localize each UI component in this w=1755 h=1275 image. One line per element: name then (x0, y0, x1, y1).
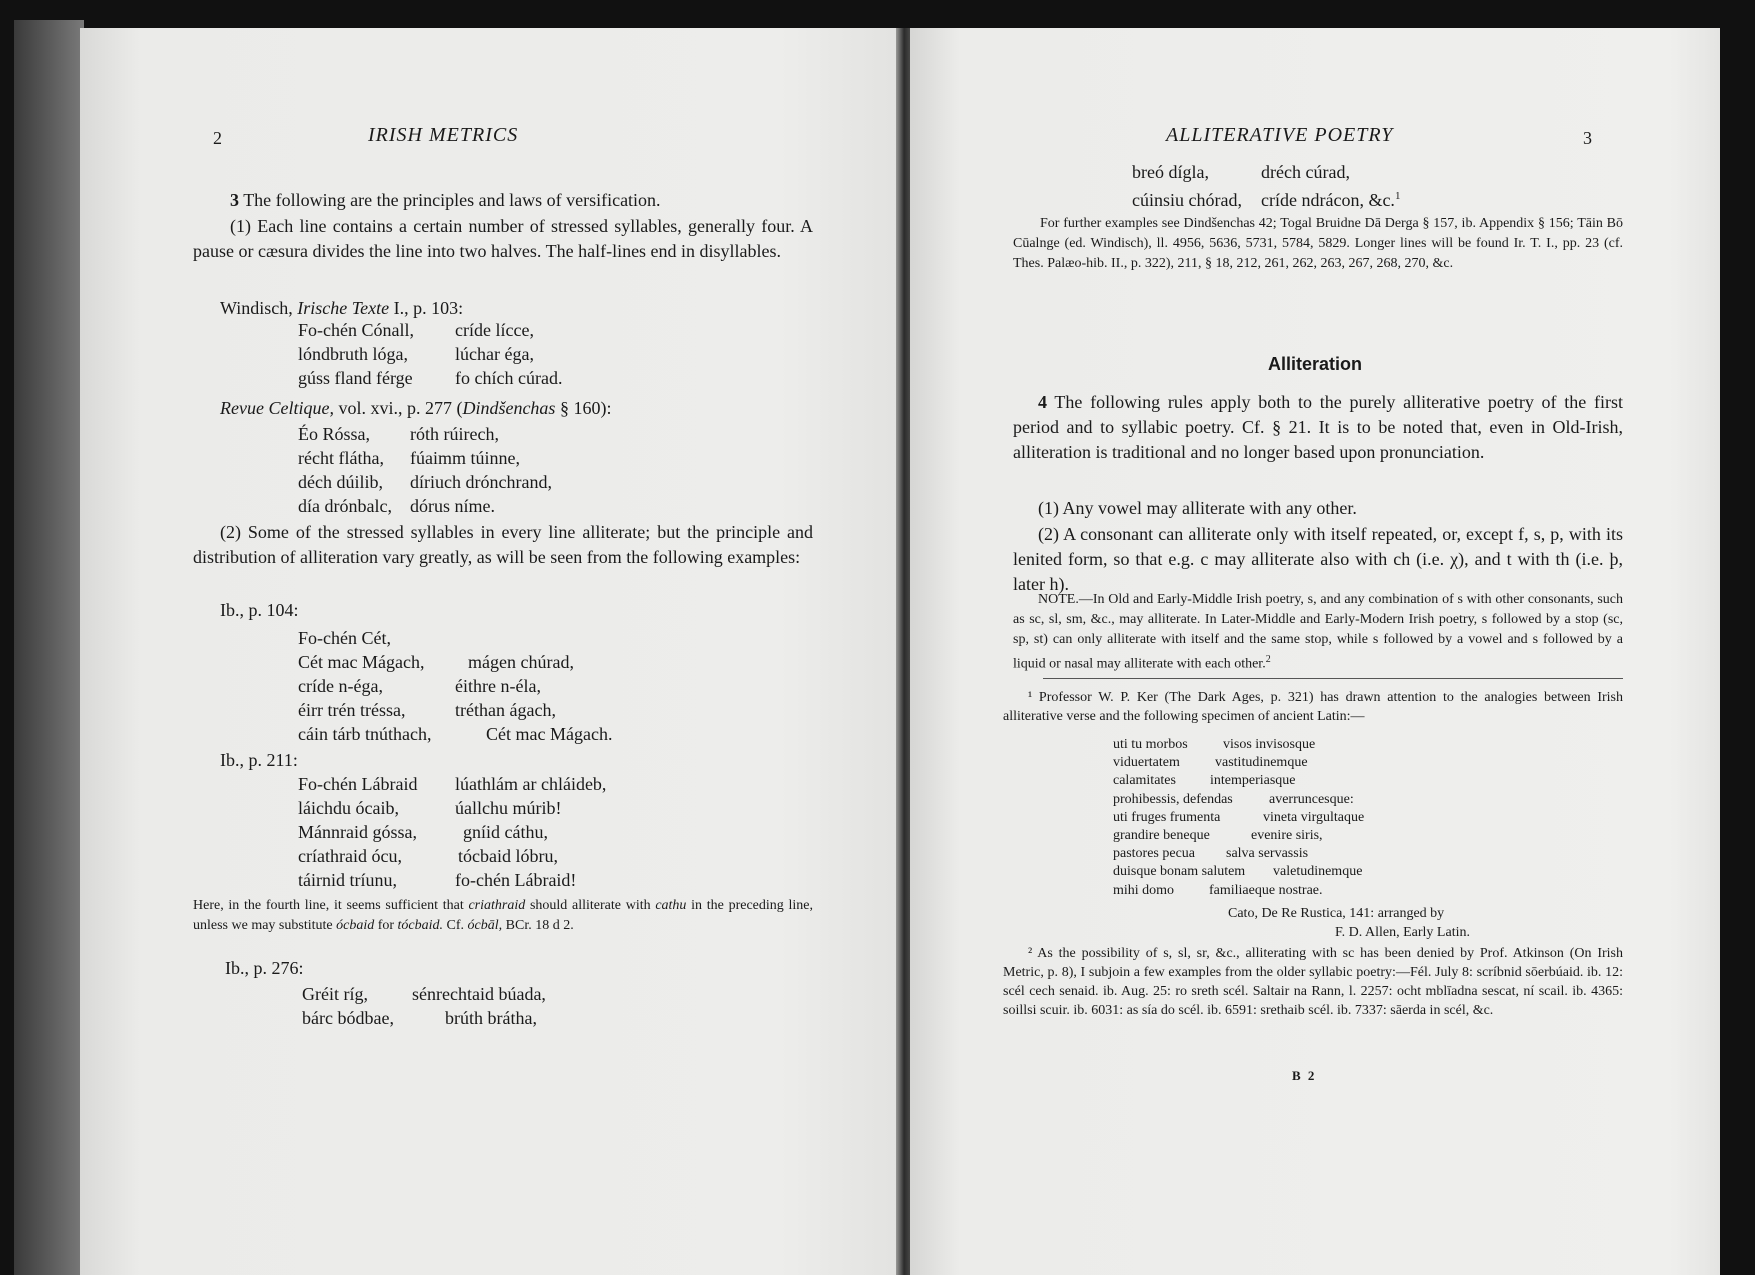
half-line: críde ndrácon, &c. (1261, 190, 1395, 210)
half-line: familiaeque nostrae. (1209, 882, 1323, 898)
ref-author: Windisch, (220, 298, 293, 318)
note-text: BCr. 18 d 2. (505, 918, 574, 933)
half-line: visos invisosque (1223, 737, 1316, 752)
half-line: fúaimm túinne, (410, 448, 520, 468)
ref-end: § 160): (559, 398, 612, 418)
half-line: dórus níme. (410, 496, 495, 516)
half-line: pastores pecua (1113, 846, 1196, 862)
page-number-right: 3 (1583, 128, 1592, 148)
section-3-text: The following are the principles and laws of versification. (243, 190, 661, 210)
half-line: Cét mac Mágach. (486, 724, 613, 744)
book-edge-shadow (14, 20, 84, 1275)
half-line: mágen chúrad, (468, 652, 574, 672)
half-line: Cét mac Mágach, (298, 652, 425, 672)
half-line: sénrechtaid búada, (412, 984, 546, 1004)
half-line: duisque bonam salutem (1113, 864, 1246, 880)
half-line: Mánnraid góssa, (298, 822, 417, 842)
latin-line (1113, 772, 1364, 790)
half-line: intemperiasque (1210, 773, 1296, 789)
verse-line (298, 626, 612, 650)
half-line: cáin tárb tnúthach, (298, 724, 432, 744)
half-line: vastitudinemque (1215, 755, 1308, 771)
half-line: díriuch drónchrand, (410, 472, 552, 492)
half-line: dréch cúrad, (1261, 162, 1350, 182)
running-head-right: ALLITERATIVE POETRY (1166, 124, 1394, 146)
half-line: críde lícce, (455, 320, 534, 340)
half-line: fo-chén Lábraid! (455, 870, 577, 890)
ref-title: Revue Celtique, (220, 398, 334, 418)
half-line: viduertatem (1113, 755, 1180, 771)
rule-1: (1) Any vowel may alliterate with any other. (1038, 498, 1357, 518)
half-line: salva servassis (1226, 846, 1309, 862)
running-head-left: IRISH METRICS (368, 124, 519, 146)
note-text: Here, in the fourth line, it seems sufficient that (193, 898, 464, 913)
note-italic: ócbaid (336, 918, 375, 933)
ref-title: Irische Texte (297, 298, 390, 318)
note-italic: tócbaid. (397, 918, 444, 933)
reference-revue-celtique (220, 396, 611, 421)
footnote-1: ¹ Professor W. P. Ker (The Dark Ages, p. 321) has drawn attention to the analogies between Irish alliterative verse and the following specimen of ancient Latin:— (1003, 690, 1623, 724)
half-line: brúth brátha, (445, 1008, 537, 1028)
note-s-alliteration (1013, 590, 1623, 675)
note-text: should alliterate with (529, 898, 651, 913)
verse-5 (302, 982, 546, 1030)
half-line: éirr trén tréssa, (298, 700, 406, 720)
reference-ib-276: Ib., p. 276: (225, 958, 304, 978)
half-line: gúss fland férge (298, 368, 413, 388)
ref-title-2: Dindšenchas (462, 398, 556, 418)
left-page (80, 28, 902, 1275)
rule-2: (2) A consonant can alliterate only with itself repeated, or, except f, s, p, with its lenited form, so that e.g. c may alliterate also with ch (i.e. χ), and t with th (i.e. þ, later h). (1013, 524, 1623, 594)
verse-2 (298, 422, 552, 518)
section-4 (1013, 390, 1623, 465)
half-line: bárc bódbae, (302, 1008, 394, 1028)
verse-line (298, 470, 552, 494)
signature-mark: B 2 (1292, 1068, 1317, 1083)
half-line: éithre n-éla, (455, 676, 541, 696)
half-line: prohibessis, defendas (1113, 791, 1233, 807)
verse-line (298, 796, 606, 820)
half-line: láichdu ócaib, (298, 798, 399, 818)
half-line: cúinsiu chórad, (1132, 190, 1242, 210)
verse-line (298, 844, 606, 868)
cato-attribution: Cato, De Re Rustica, 141: arranged by (1228, 906, 1445, 921)
half-line: Fo-chén Lábraid (298, 774, 418, 794)
section-number: 3 (230, 190, 239, 210)
verse-line (1132, 160, 1400, 184)
half-line: lóndbruth lóga, (298, 344, 408, 364)
half-line: úallchu múrib! (455, 798, 562, 818)
half-line: uti tu morbos (1113, 737, 1188, 752)
half-line: tócbaid lóbru, (458, 846, 558, 866)
verse-line (302, 1006, 546, 1030)
half-line: récht flátha, (298, 448, 384, 468)
footnote-rule (1043, 678, 1623, 679)
footnote-mark: 2 (1265, 654, 1271, 665)
verse-line (298, 446, 552, 470)
half-line: evenire siris, (1251, 828, 1323, 844)
section-heading-alliteration: Alliteration (1267, 354, 1362, 374)
paragraph-2: (2) Some of the stressed syllables in every line alliterate; but the principle and distribution of alliteration vary greatly, as will be seen from the following examples: (193, 522, 813, 567)
section-4-text: The following rules apply both to the purely alliterative poetry of the first period and to syllabic poetry. Cf. § 21. It is to be noted that, even in Old-Irish, alliteration is traditional and no longer based upon pronunciation. (1013, 392, 1623, 462)
latin-line (1113, 863, 1364, 881)
half-line: déch dúilib, (298, 472, 383, 492)
half-line: breó dígla, (1132, 162, 1209, 182)
verse-line (298, 366, 562, 390)
reference-ib-211: Ib., p. 211: (220, 750, 298, 770)
half-line: gníid cáthu, (463, 822, 548, 842)
verse-line (298, 342, 562, 366)
verse-line (298, 868, 606, 892)
half-line: fo chích cúrad. (455, 368, 563, 388)
half-line: críathraid ócu, (298, 846, 402, 866)
note-text: NOTE.—In Old and Early-Middle Irish poetry, s, and any combination of s with other consonants, such as sc, sl, sm, &c., may alliterate. In Later-Middle and Early-Modern Irish poetry, s followed by a stop (sc, sp, st) can only alliterate with itself and the same stop, while s followed by a vowel and s followed by a liquid or nasal may alliterate with each other. (1013, 592, 1623, 672)
footnote-2: ² As the possibility of s, sl, sr, &c., alliterating with sc has been denied by Prof. Atkinson (On Irish Metric, p. 8), I subjoin a few examples from the older syllabic poetry:—Fél. July 8: scríbnid sōerbúaid. ib. 12: scél cech senaid. ib. Aug. 25: ro sreth scél. Saltair na Rann, l. 2257: ocht mblīadna sescat, ní scail. ib. 4365: soillsi scuir. ib. 6031: as sía do scél. ib. 6591: srethaib scél. ib. 7337: sāerda in scél, &c. (1003, 946, 1623, 1018)
note-italic: ócbāl, (467, 918, 503, 933)
half-line: uti fruges frumenta (1113, 809, 1221, 825)
verse-line (1132, 184, 1400, 212)
latin-line (1113, 882, 1364, 900)
half-line: lúathlám ar chláideb, (455, 774, 607, 794)
note-text: Cf. (446, 918, 465, 933)
verse-1 (298, 318, 562, 390)
verse-line (298, 722, 612, 746)
verse-line (298, 698, 612, 722)
allen-attribution: F. D. Allen, Early Latin. (1335, 925, 1470, 940)
half-line: calamitates (1113, 773, 1176, 789)
verse-line (298, 772, 606, 796)
note-text: in the preceding line, unless we may substitute (193, 898, 813, 933)
half-line: críde n-éga, (298, 676, 383, 696)
verse-line (298, 494, 552, 518)
half-line: Gréit ríg, (302, 984, 368, 1004)
verse-line (302, 982, 546, 1006)
half-line: lúchar éga, (455, 344, 534, 364)
half-line: mihi domo (1113, 882, 1175, 898)
half-line: valetudinemque (1273, 864, 1363, 880)
verse-line (298, 674, 612, 698)
note-fourth-line (193, 896, 813, 936)
latin-specimen (1113, 736, 1364, 900)
verse-4 (298, 772, 606, 892)
half-line: averruncesque: (1269, 791, 1354, 807)
ref-mid: vol. xvi., p. 277 ( (338, 398, 463, 418)
latin-line (1113, 827, 1364, 845)
section-number: 4 (1038, 392, 1047, 412)
verse-line (298, 422, 552, 446)
footnote-mark: 1 (1394, 190, 1401, 202)
note-italic: cathu (655, 898, 687, 913)
right-page (910, 28, 1720, 1275)
verse-3 (298, 626, 612, 746)
half-line: vineta virgultaque (1263, 809, 1365, 825)
note-italic: criathraid (468, 898, 526, 913)
verse-line (298, 318, 562, 342)
latin-line (1113, 809, 1364, 827)
verse-line (298, 650, 612, 674)
verse-line (298, 820, 606, 844)
latin-line (1113, 791, 1364, 809)
latin-line (1113, 736, 1364, 754)
page-number-left: 2 (213, 128, 222, 148)
half-line: Fo-chén Cét, (298, 628, 391, 648)
section-3 (230, 188, 661, 213)
half-line: róth rúirech, (410, 424, 499, 444)
verse-continued (1132, 160, 1400, 212)
half-line: tréthan ágach, (455, 700, 556, 720)
latin-line (1113, 754, 1364, 772)
paragraph-1: (1) Each line contains a certain number of stressed syllables, generally four. A pause or cæsura divides the line into two halves. The half-lines end in disyllables. (193, 216, 813, 261)
latin-line (1113, 845, 1364, 863)
half-line: día drónbalc, (298, 496, 392, 516)
half-line: grandire beneque (1113, 828, 1210, 844)
reference-ib-104: Ib., p. 104: (220, 600, 299, 620)
half-line: táirnid tríunu, (298, 870, 397, 890)
half-line: Éo Róssa, (298, 424, 370, 444)
further-examples: For further examples see Dindšenchas 42; Togal Bruidne Dā Derga § 157, ib. Appendix § 156; Tāin Bō Cūalnge (ed. Windisch), ll. 4956, 5636, 5731, 5784, 5829. Longer lines will be found Ir. T. I., pp. 23 (cf. Thes. Palæo-hib. II., p. 322), 211, § 18, 212, 261, 262, 263, 267, 268, 270, &c. (1013, 216, 1623, 271)
ref-page: I., p. 103: (393, 298, 464, 318)
half-line: Fo-chén Cónall, (298, 320, 414, 340)
note-text: for (377, 918, 395, 933)
